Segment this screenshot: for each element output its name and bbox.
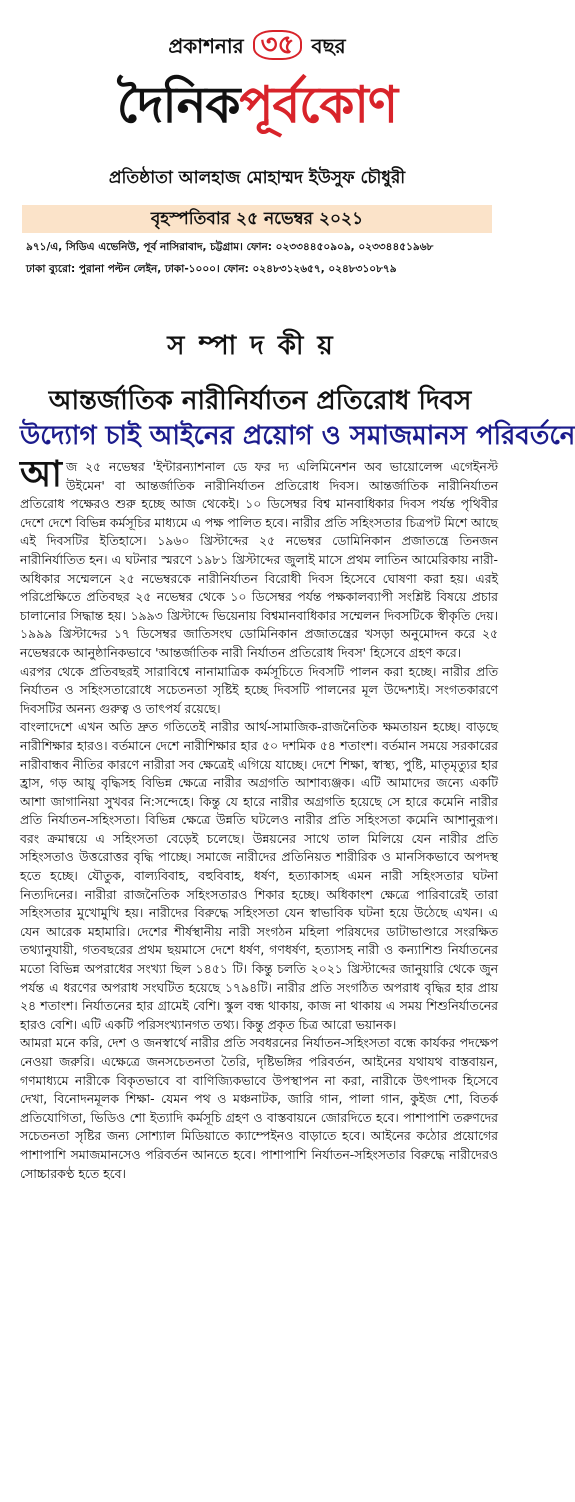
date-bar: বৃহস্পতিবার ২৫ নভেম্বর ২০২১: [22, 205, 492, 233]
headline-secondary: উদ্যোগ চাই আইনের প্রয়োগ ও সমাজমানস পরিবর্তনে: [20, 421, 575, 451]
dropcap: আ: [20, 454, 62, 495]
paragraph-text: জ ২৫ নভেম্বর 'ইন্টারন্যাশনাল ডে ফর দ্য এলিমিনেশন অব ভায়োলেন্স এগেইনস্ট উইমেন' বা আন্তর্জাতিক নারীনির্যাতন প্রতিরোধ দিবস। আন্তর্জাতিক নারীনির্যাতন প্রতিরোধ পক্ষেরও শুরু হচ্ছে আজ থেকেই। ১০ ডিসেম্বর বিশ্ব মানবাধিকার দিবস পর্যন্ত পৃথিবীর দেশে দেশে বিভিন্ন কর্মসূচির মাধ্যমে এ পক্ষ পালিত হবে। নারীর প্রতি সহিংসতার চিত্রপট মিশে আছে এই দিবসটির ইতিহাসে। ১৯৬০ খ্রিস্টাব্দের ২৫ নভেম্বর ডোমিনিকান প্রজাতন্ত্রে তিনজন নারীনির্যাতিত হন। এ ঘটনার স্মরণে ১৯৮১ খ্রিস্টাব্দের জুলাই মাসে প্রথম লাতিন আমেরিকায় নারী-অধিকার সম্মেলনে ২৫ নভেম্বরকে নারীনির্যাতন বিরোধী দিবস হিসেবে ঘোষণা করা হয়। এরই পরিপ্রেক্ষিতে প্রতিবছর ২৫ নভেম্বর থেকে ১০ ডিসেম্বর পর্যন্ত পক্ষকালব্যাপী সংশ্লিষ্ট বিষয়ে প্রচার চালানোর সিদ্ধান্ত হয়। ১৯৯৩ খ্রিস্টাব্দে ভিয়েনায় বিশ্বমানবাধিকার সম্মেলন দিবসটিকে স্বীকৃতি দেয়। ১৯৯৯ খ্রিস্টাব্দের ১৭ ডিসেম্বর জাতিসংঘ ডোমিনিকান প্রজাতন্ত্রের খসড়া অনুমোদন করে ২৫ নভেম্বরকে আনুষ্ঠানিকভাবে 'আন্তর্জাতিক নারী নির্যাতন প্রতিরোধ দিবস' হিসেবে গ্রহণ করে।: [20, 459, 498, 660]
address-line-1: ৯৭১/এ, সিডিএ এভেনিউ, পূর্ব নাসিরাবাদ, চট্টগ্রাম। ফোন: ০২৩৩৪৪৫০৯০৯, ০২৩৩৪৪৫১৯৬৮: [26, 241, 434, 253]
anniversary-years: ৩৫: [253, 30, 303, 60]
article-body: [20, 454, 498, 1183]
newspaper-logo-part1: দৈনিক: [116, 75, 240, 134]
newspaper-logo-part2: পূর্বকোণ: [239, 75, 398, 134]
headline-primary: আন্তর্জাতিক নারীনির্যাতন প্রতিরোধ দিবস: [48, 386, 472, 416]
section-title: সম্পাদকীয়: [167, 331, 347, 361]
anniversary-suffix: বছর: [311, 34, 346, 58]
anniversary-banner: [0, 30, 514, 60]
anniversary-prefix: প্রকাশনার: [168, 34, 244, 58]
address-line-2: ঢাকা ব্যুরো: পুরানা পল্টন লেইন, ঢাকা-১০০০। ফোন: ০২৪৮৩১২৬৫৭, ০২৪৮৩১০৮৭৯: [26, 263, 397, 275]
article-paragraph-4: আমরা মনে করি, দেশ ও জনস্বার্থে নারীর প্রতি সবধরনের নির্যাতন-সহিংসতা বন্ধে কার্যকর পদক্ষেপ নেওয়া জরুরি। এক্ষেত্রে জনসচেতনতা তৈরি, দৃষ্টিভঙ্গির পরিবর্তন, আইনের যথাযথ বাস্তবায়ন, গণমাধ্যমে নারীকে বিকৃতভাবে বা বাণিজ্যিকভাবে উপস্থাপন না করা, নারীকে উৎপাদক হিসেবে দেখা, বিনোদনমূলক শিক্ষা- যেমন পথ ও মঞ্চনাটক, জারি গান, পালা গান, কুইজ শো, বিতর্ক প্রতিযোগিতা, ভিডিও শো ইত্যাদি কর্মসূচি গ্রহণ ও বাস্তবায়নে জোরদিতে হবে। পাশাপাশি তরুণদের সচেতনতা সৃষ্টির জন্য সোশ্যাল মিডিয়াতে ক্যাম্পেইনও বাড়াতে হবে। আইনের কঠোর প্রয়োগের পাশাপাশি সমাজমানসেও পরিবর্তন আনতে হবে। পাশাপাশি নির্যাতন-সহিংসতার বিরুদ্ধে নারীদেরও সোচ্চারকণ্ঠ হতে হবে।: [20, 1035, 498, 1181]
newspaper-logo: [0, 72, 514, 138]
article-paragraph-1: [20, 454, 498, 663]
founder-line: প্রতিষ্ঠাতা আলহাজ মোহাম্মদ ইউসুফ চৌধুরী: [108, 168, 406, 188]
article-paragraph-2: এরপর থেকে প্রতিবছরই সারাবিশ্বে নানামাত্রিক কর্মসূচিতে দিবসটি পালন করা হচ্ছে। নারীর প্রতি নির্যাতন ও সহিংসতারোধে সচেতনতা সৃষ্টিই হচ্ছে দিবসটি পালনের মূল উদ্দেশ্যই। সংগতকারণে দিবসটির অনন্য গুরুত্ব ও তাৎপর্য রয়েছে।: [20, 663, 498, 716]
article-paragraph-3: বাংলাদেশে এখন অতি দ্রুত গতিতেই নারীর আর্থ-সামাজিক-রাজনৈতিক ক্ষমতায়ন হচ্ছে। বাড়ছে নারীশিক্ষার হারও। বর্তমানে দেশে নারীশিক্ষার হার ৫০ দশমিক ৫৪ শতাংশ। বর্তমান সময়ে সরকারের নারীবান্ধব নীতির কারণে নারীরা সব ক্ষেত্রেই এগিয়ে যাচ্ছে। দেশে শিক্ষা, স্বাস্থ্য, পুষ্টি, মাতৃমৃত্যুর হার হ্রাস, গড় আয়ু বৃদ্ধিসহ বিভিন্ন ক্ষেত্রে নারীর অগ্রগতি আশাব্যঞ্জক। এটি আমাদের জন্যে একটি আশা জাগানিয়া সুখবর নি:সন্দেহে। কিন্তু যে হারে নারীর অগ্রগতি হয়েছে সে হারে কমেনি নারীর প্রতি নির্যাতন-সহিংসতা। বিভিন্ন ক্ষেত্রে উন্নতি ঘটলেও নারীর প্রতি সহিংসতা কমেনি আশানুরূপ। বরং ক্রমান্বয়ে এ সহিংসতা বেড়েই চলেছে। উন্নয়নের সাথে তাল মিলিয়ে যেন নারীর প্রতি সহিংসতাও উত্তরোত্তর বৃদ্ধি পাচ্ছে। সমাজে নারীদের প্রতিনিয়ত শারীরিক ও মানসিকভাবে অপদস্থ হতে হচ্ছে। যৌতুক, বাল্যবিবাহ, বহুবিবাহ, ধর্ষণ, হত্যাকাসহ এমন নারী সহিংসতার ঘটনা নিত্যদিনের। নারীরা রাজনৈতিক সহিংসতারও শিকার হচ্ছে। অধিকাংশ ক্ষেত্রে পারিবারেই তারা সহিংসতার মুখোমুখি হয়। নারীদের বিরুদ্ধে সহিংসতা যেন স্বাভাবিক ঘটনা হয়ে উঠেছে এখন। এ যেন আরেক মহামারি। দেশের শীর্ষস্থানীয় নারী সংগঠন মহিলা পরিষদের ডাটাভাণ্ডারে সংরক্ষিত তথ্যানুযায়ী, গতবছরের প্রথম ছয়মাসে দেশে ধর্ষণ, গণধর্ষণ, হত্যাসহ নারী ও কন্যাশিশু নির্যাতনের মতো বিভিন্ন অপরাধের সংখ্যা ছিল ১৪৫১ টি। কিন্তু চলতি ২০২১ খ্রিস্টাব্দের জানুয়ারি থেকে জুন পর্যন্ত এ ধরণের অপরাধ সংঘটিত হয়েছে ১৭৯৪টি। নারীর প্রতি সংগঠিত অপরাধ বৃদ্ধির হার প্রায় ২৪ শতাংশ। নির্যাতনের হার গ্রামেই বেশি। স্কুল বন্ধ থাকায়, কাজ না থাকায় এ সময় শিশুনির্যাতনের হারও বেশি। এটি একটি পরিসংখ্যানগত তথ্য। কিন্তু প্রকৃত চিত্র আরো ভয়ানক।: [20, 719, 498, 1032]
